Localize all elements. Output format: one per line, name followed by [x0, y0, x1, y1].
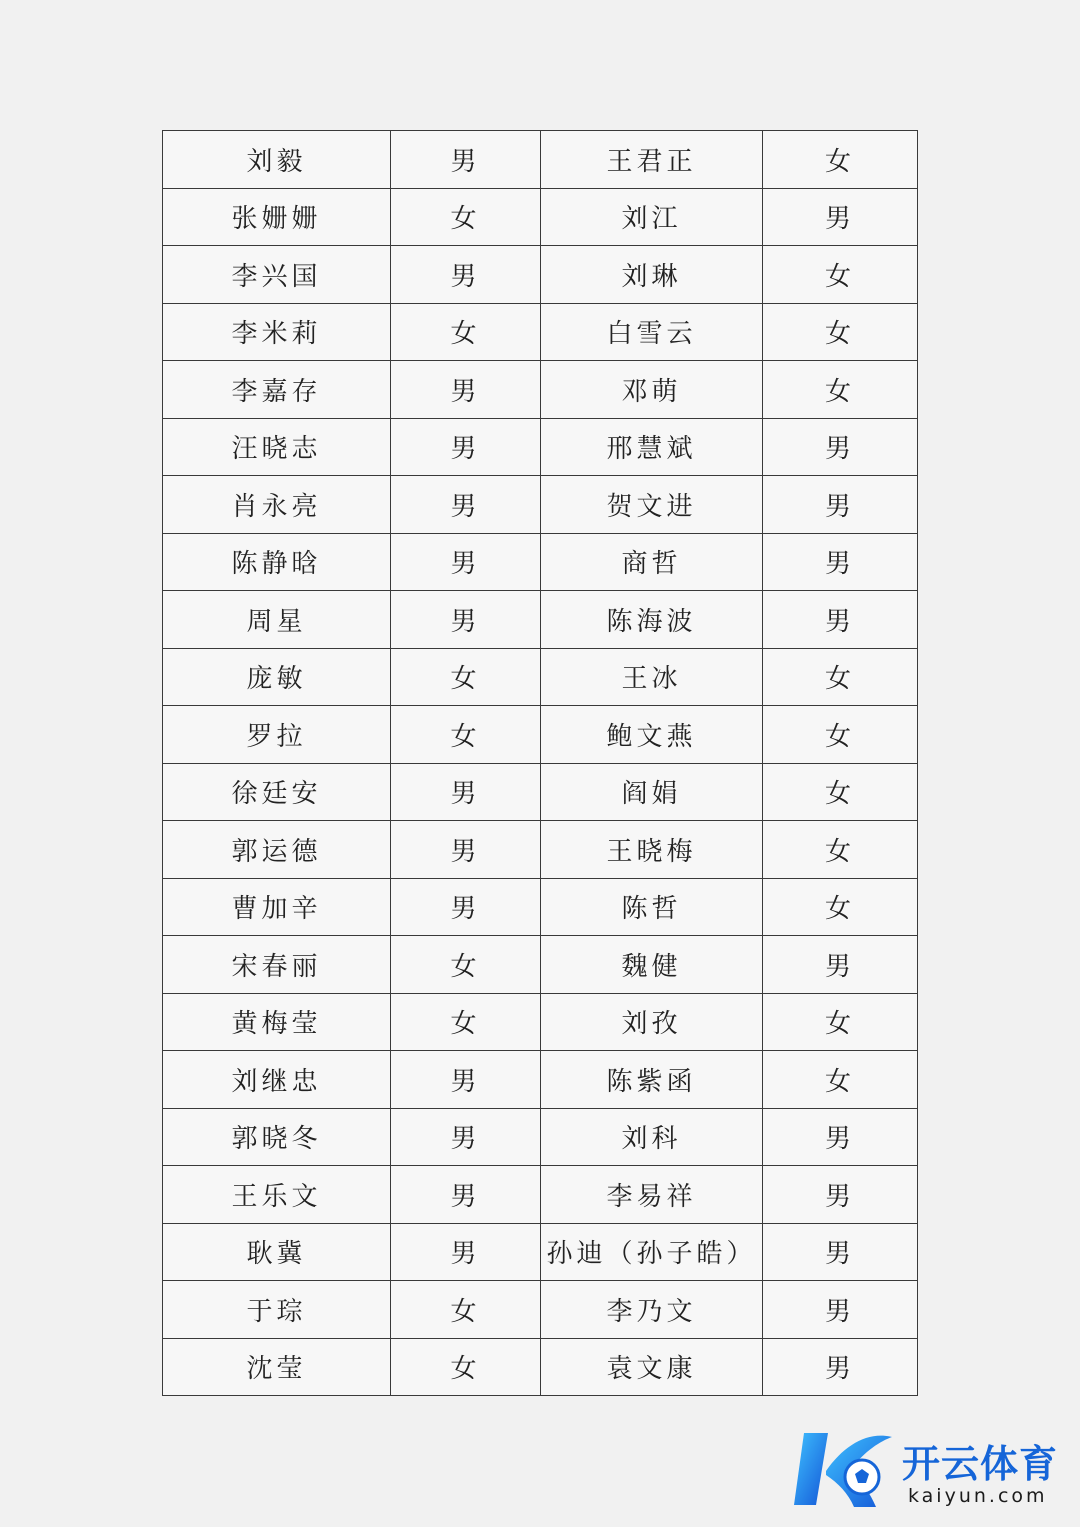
gender-left-cell: 男 [391, 418, 541, 476]
name-left-cell: 肖永亮 [163, 476, 391, 534]
name-right-cell: 刘孜 [541, 993, 763, 1051]
name-right-cell: 王冰 [541, 648, 763, 706]
gender-left-cell: 女 [391, 303, 541, 361]
name-left-cell: 黄梅莹 [163, 993, 391, 1051]
name-left-cell: 张姗姗 [163, 188, 391, 246]
table-row [163, 993, 918, 1051]
gender-right-cell: 女 [763, 821, 918, 879]
gender-right-cell: 男 [763, 1108, 918, 1166]
gender-right-cell: 女 [763, 706, 918, 764]
watermark-brand-en: kaiyun.com [908, 1485, 1048, 1507]
gender-left-cell: 男 [391, 878, 541, 936]
watermark-brand-cn: 开云体育 [902, 1442, 1059, 1486]
gender-right-cell: 男 [763, 1338, 918, 1396]
name-right-cell: 魏健 [541, 936, 763, 994]
gender-right-cell: 男 [763, 1223, 918, 1281]
gender-left-cell: 男 [391, 131, 541, 189]
table-row [163, 1108, 918, 1166]
table-row [163, 1338, 918, 1396]
name-left-cell: 郭运德 [163, 821, 391, 879]
watermark [792, 1425, 1072, 1515]
table-row [163, 418, 918, 476]
gender-left-cell: 女 [391, 936, 541, 994]
name-right-cell: 邓萌 [541, 361, 763, 419]
gender-left-cell: 男 [391, 1108, 541, 1166]
name-left-cell: 罗拉 [163, 706, 391, 764]
name-left-cell: 庞敏 [163, 648, 391, 706]
name-left-cell: 徐廷安 [163, 763, 391, 821]
gender-left-cell: 男 [391, 246, 541, 304]
gender-left-cell: 男 [391, 1166, 541, 1224]
table-row [163, 706, 918, 764]
name-right-cell: 王晓梅 [541, 821, 763, 879]
table-row [163, 1281, 918, 1339]
table-row [163, 188, 918, 246]
gender-left-cell: 男 [391, 533, 541, 591]
name-right-cell: 商哲 [541, 533, 763, 591]
gender-left-cell: 男 [391, 763, 541, 821]
name-left-cell: 曹加辛 [163, 878, 391, 936]
name-right-cell: 邢慧斌 [541, 418, 763, 476]
gender-right-cell: 女 [763, 246, 918, 304]
roster-body [163, 131, 918, 1396]
table-row [163, 246, 918, 304]
name-right-cell: 鲍文燕 [541, 706, 763, 764]
name-left-cell: 刘毅 [163, 131, 391, 189]
gender-left-cell: 男 [391, 591, 541, 649]
name-right-cell: 陈紫函 [541, 1051, 763, 1109]
table-row [163, 591, 918, 649]
gender-left-cell: 女 [391, 1281, 541, 1339]
gender-right-cell: 女 [763, 648, 918, 706]
name-left-cell: 沈莹 [163, 1338, 391, 1396]
name-right-cell: 陈海波 [541, 591, 763, 649]
roster-table [162, 130, 918, 1396]
table-row [163, 476, 918, 534]
name-left-cell: 李嘉存 [163, 361, 391, 419]
table-row [163, 763, 918, 821]
name-right-cell: 刘江 [541, 188, 763, 246]
gender-right-cell: 女 [763, 1051, 918, 1109]
gender-right-cell: 女 [763, 763, 918, 821]
name-left-cell: 李兴国 [163, 246, 391, 304]
gender-right-cell: 男 [763, 476, 918, 534]
name-left-cell: 陈静晗 [163, 533, 391, 591]
name-right-cell: 刘琳 [541, 246, 763, 304]
gender-left-cell: 女 [391, 993, 541, 1051]
gender-right-cell: 女 [763, 303, 918, 361]
gender-right-cell: 男 [763, 591, 918, 649]
gender-right-cell: 女 [763, 878, 918, 936]
gender-left-cell: 男 [391, 476, 541, 534]
name-left-cell: 汪晓志 [163, 418, 391, 476]
gender-right-cell: 男 [763, 418, 918, 476]
gender-right-cell: 女 [763, 131, 918, 189]
gender-left-cell: 男 [391, 821, 541, 879]
gender-left-cell: 男 [391, 361, 541, 419]
table-row [163, 361, 918, 419]
table-row [163, 303, 918, 361]
gender-right-cell: 男 [763, 1166, 918, 1224]
name-left-cell: 周星 [163, 591, 391, 649]
name-right-cell: 孙迪（孙子皓） [541, 1223, 763, 1281]
name-right-cell: 李乃文 [541, 1281, 763, 1339]
gender-right-cell: 男 [763, 533, 918, 591]
gender-left-cell: 女 [391, 648, 541, 706]
gender-left-cell: 男 [391, 1223, 541, 1281]
name-right-cell: 李易祥 [541, 1166, 763, 1224]
gender-left-cell: 女 [391, 1338, 541, 1396]
name-right-cell: 陈哲 [541, 878, 763, 936]
table-row [163, 131, 918, 189]
gender-right-cell: 男 [763, 188, 918, 246]
gender-left-cell: 女 [391, 188, 541, 246]
gender-right-cell: 女 [763, 993, 918, 1051]
name-right-cell: 袁文康 [541, 1338, 763, 1396]
gender-right-cell: 男 [763, 936, 918, 994]
name-right-cell: 刘科 [541, 1108, 763, 1166]
name-left-cell: 王乐文 [163, 1166, 391, 1224]
name-right-cell: 王君正 [541, 131, 763, 189]
name-left-cell: 耿冀 [163, 1223, 391, 1281]
name-right-cell: 贺文进 [541, 476, 763, 534]
kaiyun-logo-icon [792, 1425, 904, 1515]
name-right-cell: 白雪云 [541, 303, 763, 361]
gender-left-cell: 女 [391, 706, 541, 764]
gender-right-cell: 男 [763, 1281, 918, 1339]
table-row [163, 821, 918, 879]
name-left-cell: 宋春丽 [163, 936, 391, 994]
table-row [163, 1166, 918, 1224]
name-left-cell: 刘继忠 [163, 1051, 391, 1109]
table-row [163, 936, 918, 994]
table-row [163, 878, 918, 936]
gender-left-cell: 男 [391, 1051, 541, 1109]
name-left-cell: 李米莉 [163, 303, 391, 361]
table-row [163, 1051, 918, 1109]
name-left-cell: 于琮 [163, 1281, 391, 1339]
name-left-cell: 郭晓冬 [163, 1108, 391, 1166]
table-row [163, 1223, 918, 1281]
name-right-cell: 阎娟 [541, 763, 763, 821]
gender-right-cell: 女 [763, 361, 918, 419]
table-row [163, 533, 918, 591]
table-row [163, 648, 918, 706]
